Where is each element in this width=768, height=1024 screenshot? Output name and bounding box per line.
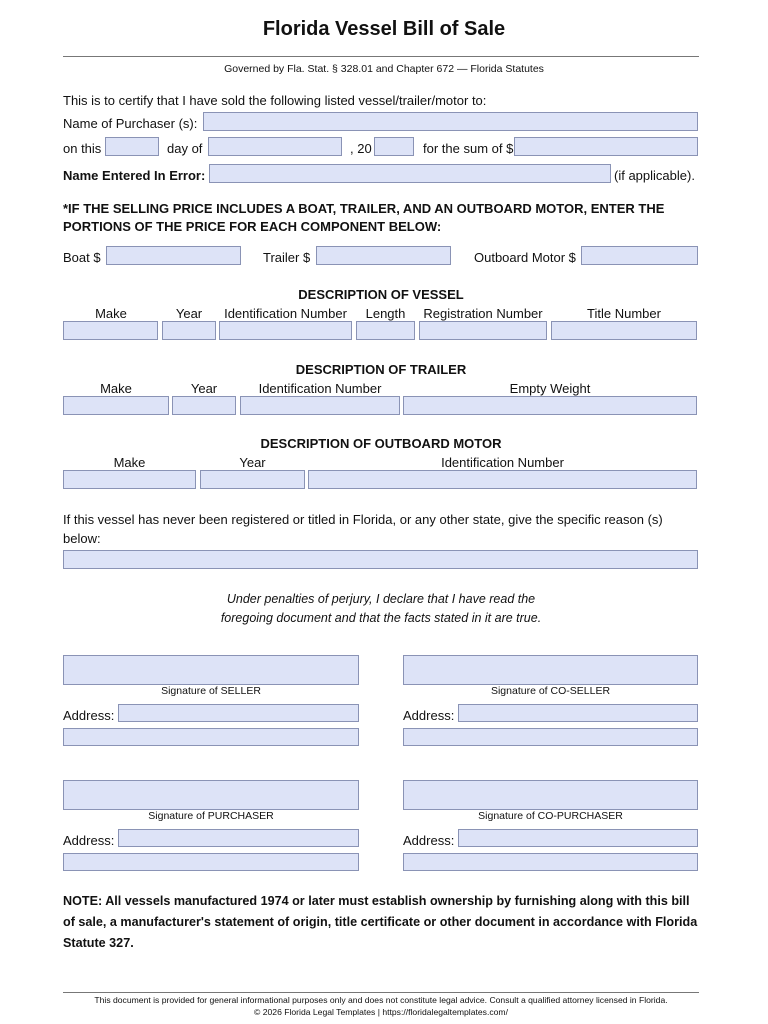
vessel-make-field[interactable] — [63, 321, 158, 340]
day-field[interactable] — [105, 137, 159, 156]
vessel-registration-field[interactable] — [419, 321, 547, 340]
purchaser-address-field-2[interactable] — [63, 853, 359, 871]
purchaser-address-field-1[interactable] — [118, 829, 359, 847]
vessel-col-registration: Registration Number — [423, 306, 543, 321]
vessel-col-make: Make — [95, 306, 127, 321]
purchaser-address-label: Address: — [63, 833, 115, 848]
name-error-field[interactable] — [209, 164, 611, 183]
ownership-note: NOTE: All vessels manufactured 1974 or later must establish ownership by furnishing along with this bill of sale, a manufacturer's statement of origin, title certificate or other document in accordance with Florida Statute 327. — [63, 894, 698, 950]
trailer-weight-field[interactable] — [403, 396, 697, 415]
vessel-id-field[interactable] — [219, 321, 352, 340]
name-error-label: Name Entered In Error: — [63, 168, 206, 183]
purchaser-signature-box[interactable] — [63, 780, 359, 810]
footer-disclaimer: This document is provided for general informational purposes only and does not constitute legal advice. Consult a qualified attorney licensed in Florida. — [94, 995, 668, 1005]
vessel-length-field[interactable] — [356, 321, 415, 340]
registration-reason-field[interactable] — [63, 550, 698, 569]
vessel-col-length: Length — [365, 306, 406, 321]
purchaser-label: Name of Purchaser (s): — [63, 116, 198, 131]
registration-text-line1: If this vessel has never been registered or titled in Florida, or any other state, give the specific reason (s) — [63, 512, 663, 527]
motor-make-field[interactable] — [63, 470, 196, 489]
motor-price-label: Outboard Motor $ — [474, 250, 576, 265]
month-field[interactable] — [208, 137, 342, 156]
on-this-label: on this — [63, 141, 102, 156]
co-purchaser-address-label: Address: — [403, 833, 455, 848]
title-divider — [63, 56, 699, 57]
vessel-col-year: Year — [175, 306, 203, 321]
seller-signature-box[interactable] — [63, 655, 359, 685]
seller-signature-label: Signature of SELLER — [161, 685, 261, 697]
boat-price-label: Boat $ — [63, 250, 101, 265]
co-seller-address-label: Address: — [403, 708, 455, 723]
co-purchaser-address-field-1[interactable] — [458, 829, 698, 847]
motor-col-year: Year — [239, 455, 266, 470]
trailer-year-field[interactable] — [172, 396, 236, 415]
footer-divider — [63, 992, 699, 993]
co-seller-address-field-2[interactable] — [403, 728, 698, 746]
co-purchaser-address-field-2[interactable] — [403, 853, 698, 871]
seller-address-label: Address: — [63, 708, 115, 723]
motor-heading: DESCRIPTION OF OUTBOARD MOTOR — [260, 436, 502, 451]
trailer-make-field[interactable] — [63, 396, 169, 415]
portions-notice-line1: *IF THE SELLING PRICE INCLUDES A BOAT, TRAILER, AND AN OUTBOARD MOTOR, ENTER THE — [63, 201, 665, 216]
declaration-line1: Under penalties of perjury, I declare that I have read the — [226, 592, 536, 606]
day-of-label: day of — [167, 141, 203, 156]
vessel-col-title: Title Number — [587, 306, 661, 321]
co-seller-signature-box[interactable] — [403, 655, 698, 685]
year-field[interactable] — [374, 137, 414, 156]
vessel-title-field[interactable] — [551, 321, 697, 340]
sum-label: for the sum of $ — [423, 141, 514, 156]
intro-text: This is to certify that I have sold the following listed vessel/trailer/motor to: — [63, 93, 487, 108]
trailer-col-year: Year — [190, 381, 218, 396]
trailer-price-label: Trailer $ — [263, 250, 311, 265]
trailer-col-id: Identification Number — [258, 381, 382, 396]
motor-col-make: Make — [113, 455, 146, 470]
motor-price-field[interactable] — [581, 246, 698, 265]
trailer-col-weight: Empty Weight — [509, 381, 591, 396]
trailer-heading: DESCRIPTION OF TRAILER — [295, 362, 467, 377]
trailer-col-make: Make — [100, 381, 132, 396]
purchaser-name-field[interactable] — [203, 112, 698, 131]
co-seller-address-field-1[interactable] — [458, 704, 698, 722]
co-purchaser-signature-label: Signature of CO-PURCHASER — [478, 810, 623, 822]
sale-price-field[interactable] — [514, 137, 698, 156]
seller-address-field-1[interactable] — [118, 704, 359, 722]
document-title: Florida Vessel Bill of Sale — [262, 18, 506, 40]
seller-address-field-2[interactable] — [63, 728, 359, 746]
vessel-year-field[interactable] — [162, 321, 216, 340]
motor-year-field[interactable] — [200, 470, 305, 489]
vessel-col-id: Identification Number — [224, 306, 347, 321]
portions-notice-line2: PORTIONS OF THE PRICE FOR EACH COMPONENT BELOW: — [63, 219, 442, 234]
if-applicable-label: (if applicable). — [614, 168, 695, 183]
motor-id-field[interactable] — [308, 470, 697, 489]
motor-col-id: Identification Number — [441, 455, 564, 470]
trailer-id-field[interactable] — [240, 396, 400, 415]
co-purchaser-signature-box[interactable] — [403, 780, 698, 810]
trailer-price-field[interactable] — [316, 246, 451, 265]
vessel-heading: DESCRIPTION OF VESSEL — [298, 287, 464, 302]
co-seller-signature-label: Signature of CO-SELLER — [490, 685, 611, 697]
document-subtitle: Governed by Fla. Stat. § 328.01 and Chapter 672 — Florida Statutes — [224, 63, 544, 75]
purchaser-signature-label: Signature of PURCHASER — [148, 810, 274, 822]
boat-price-field[interactable] — [106, 246, 241, 265]
registration-text-line2: below: — [63, 531, 101, 546]
year-prefix-label: , 20 — [350, 141, 372, 156]
declaration-line2: foregoing document and that the facts stated in it are true. — [220, 611, 542, 625]
footer-copyright: © 2026 Florida Legal Templates | https://floridalegaltemplates.com/ — [254, 1007, 508, 1017]
